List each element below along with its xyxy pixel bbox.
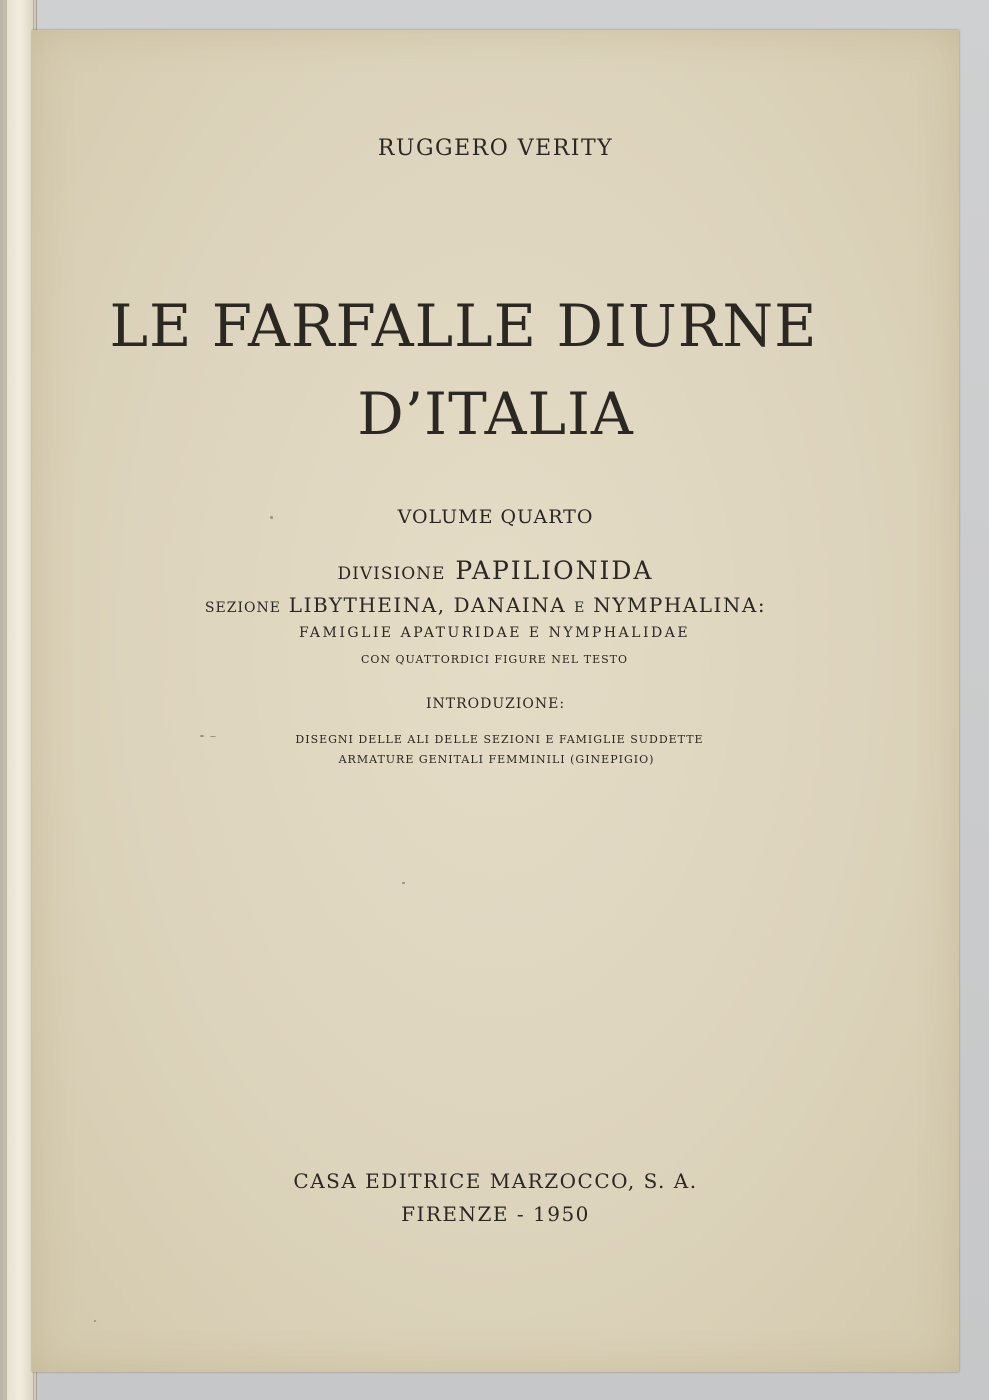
divisione-name: PAPILIONIDA [455,556,654,585]
famiglie-label: FAMIGLIE [298,625,394,641]
book-title-line-1: LE FARFALLE DIURNE [109,292,818,360]
title-page-content [32,30,959,1372]
divisione-label: DIVISIONE [337,564,446,584]
famiglie-conjunction: E [528,625,542,641]
sezione-conjunction: E [574,600,586,616]
paper-speck [402,882,405,884]
author-name: RUGGERO VERITY [377,136,614,161]
paper-speck [270,516,273,519]
page-stack-edge [6,0,34,1400]
publisher-name: CASA EDITRICE MARZOCCO, S. A. [293,1169,698,1193]
intro-item-drawings: DISEGNI DELLE ALI DELLE SEZIONI E FAMIGLIE SUDDETTE [295,733,704,746]
title-page [32,30,959,1372]
intro-item-genitalia: ARMATURE GENITALI FEMMINILI (GINEPIGIO) [338,753,655,766]
sezione-names-a: LIBYTHEINA, DANAINA [288,593,567,617]
sezione-line [22,593,949,617]
intro-heading: INTRODUZIONE: [425,696,566,712]
book-title-line-2: D’ITALIA [357,380,634,448]
divisione-line [32,556,959,585]
volume-label: VOLUME QUARTO [397,506,594,528]
paper-speck [200,735,204,737]
paper-speck [94,1320,96,1322]
famiglie-line [31,625,958,641]
famiglie-name-a: APATURIDAE [400,625,522,641]
sezione-names-b: NYMPHALINA: [593,593,767,617]
sezione-label: SEZIONE [204,600,281,616]
publication-place-year: FIRENZE - 1950 [401,1202,590,1226]
paper-speck [210,736,216,737]
figure-note: CON QUATTORDICI FIGURE NEL TESTO [360,653,628,666]
famiglie-name-b: NYMPHALIDAE [548,625,691,641]
